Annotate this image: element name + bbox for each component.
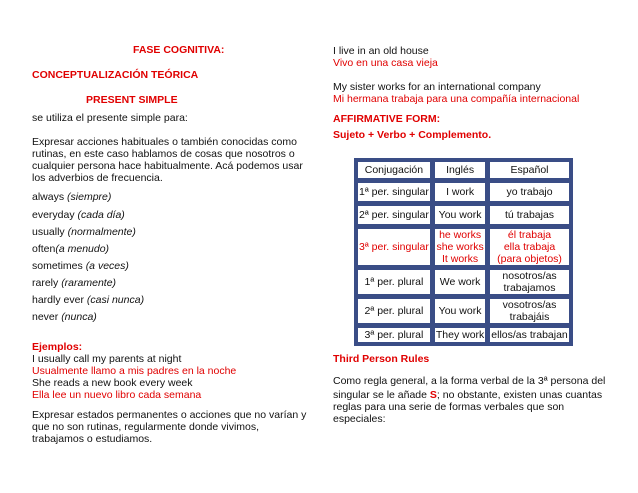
adverb-item: never (nunca): [32, 311, 97, 323]
table-cell: I work: [434, 182, 486, 202]
estados-line: trabajamos o estudiamos.: [32, 433, 153, 445]
ejemplos-title: Ejemplos:: [32, 341, 83, 353]
table-row: [357, 327, 570, 343]
table-cell: 1ª per. plural: [357, 269, 431, 295]
rule-line: especiales:: [333, 413, 386, 425]
table-header-cell: Inglés: [434, 161, 486, 179]
table-row: [357, 228, 570, 266]
expresar-line: Expresar acciones habituales o también conocidas como: [32, 136, 297, 148]
table-row: [357, 269, 570, 295]
rule-line: Como regla general, a la forma verbal de la 3ª persona del: [333, 375, 606, 387]
table-cell: 2ª per. singular: [357, 205, 431, 225]
rule-line: singular se le añade S; no obstante, existen unas cuantas: [333, 389, 603, 401]
example-spanish: Ella lee un nuevo libro cada semana: [32, 389, 202, 401]
adverb-item: rarely (raramente): [32, 277, 117, 289]
formula-text: Sujeto + Verbo + Complemento.: [333, 129, 492, 141]
adverb-item: sometimes (a veces): [32, 260, 129, 272]
table-cell: él trabaja ella trabaja (para objetos): [489, 228, 569, 266]
rule-line: reglas para una serie de formas verbales que son: [333, 401, 565, 413]
third-person-title: Third Person Rules: [333, 353, 430, 365]
example-english: My sister works for an international company: [333, 81, 541, 93]
table-cell: 2ª per. plural: [357, 298, 431, 324]
table-cell: yo trabajo: [489, 182, 569, 202]
table-cell: You work: [434, 205, 486, 225]
table-cell: 3ª per. plural: [357, 327, 431, 343]
expresar-line: rutinas, en este caso hablamos de cosas que nosotros o: [32, 148, 295, 160]
conceptualizacion-title: CONCEPTUALIZACIÓN TEÓRICA: [32, 69, 199, 81]
table-row: [357, 182, 570, 202]
example-spanish: Usualmente llamo a mis padres en la noche: [32, 365, 237, 377]
example-english: I usually call my parents at night: [32, 353, 182, 365]
fase-title: FASE COGNITIVA:: [133, 44, 225, 56]
table-header-cell: Conjugación: [357, 161, 431, 179]
example-english: She reads a new book every week: [32, 377, 193, 389]
rule-s-letter: S: [429, 389, 437, 401]
table-cell: he works she works It works: [434, 228, 486, 266]
table-header-row: [357, 161, 570, 179]
table-cell: nosotros/as trabajamos: [489, 269, 569, 295]
adverb-item: everyday (cada día): [32, 209, 125, 221]
conjugation-table: [354, 158, 573, 346]
expresar-line: cualquier persona hace habitualmente. Acá podemos usar: [32, 160, 303, 172]
table-row: [357, 298, 570, 324]
adverb-item: always (siempre): [32, 191, 112, 203]
example-spanish: Vivo en una casa vieja: [333, 57, 438, 69]
example-english: I live in an old house: [333, 45, 429, 57]
table-cell: vosotros/as trabajáis: [489, 298, 569, 324]
table-cell: You work: [434, 298, 486, 324]
adverb-item: usually (normalmente): [32, 226, 136, 238]
table-cell: We work: [434, 269, 486, 295]
present-simple-title: PRESENT SIMPLE: [86, 94, 178, 106]
estados-line: Expresar estados permanentes o acciones que no varían y: [32, 409, 307, 421]
table-header-cell: Español: [489, 161, 569, 179]
table-cell: 1ª per. singular: [357, 182, 431, 202]
table-cell: ellos/as trabajan: [491, 329, 568, 341]
estados-line: que no son rutinas, regularmente donde vivimos,: [32, 421, 260, 433]
table-row: [357, 205, 570, 225]
uso-text: se utiliza el presente simple para:: [32, 112, 188, 124]
adverb-item: often(a menudo): [32, 243, 110, 255]
expresar-line: los adverbios de frecuencia.: [32, 172, 163, 184]
adverb-item: hardly ever (casi nunca): [32, 294, 145, 306]
example-spanish: Mi hermana trabaja para una compañía internacional: [333, 93, 580, 105]
table-cell: tú trabajas: [489, 205, 569, 225]
table-cell: 3ª per. singular: [357, 228, 431, 266]
affirmative-title: AFFIRMATIVE FORM:: [333, 113, 441, 125]
table-cell: They work: [435, 329, 485, 341]
